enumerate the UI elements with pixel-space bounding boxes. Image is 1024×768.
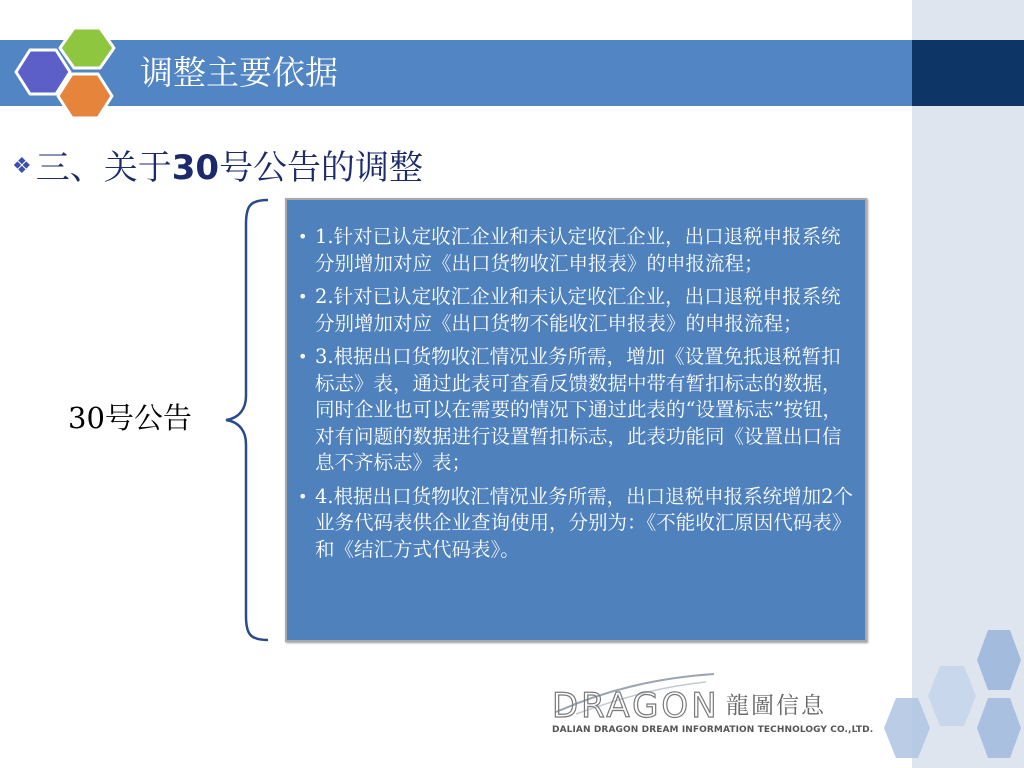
list-item — [297, 344, 855, 477]
section-heading — [12, 142, 423, 193]
section-heading-prefix: 三、关于 — [35, 148, 172, 188]
footer-company-en: DALIAN DRAGON DREAM INFORMATION TECHNOLOGY CO.,LTD. — [552, 725, 874, 735]
list-item-text: 1.针对已认定收汇企业和未认定收汇企业，出口退税申报系统分别增加对应《出口货物收汇申报表》的申报流程； — [315, 225, 841, 275]
side-label: 30号公告 — [68, 401, 192, 435]
bullet-dot-icon: • — [298, 347, 308, 366]
footer-brand-logo: DRAGON — [552, 686, 720, 726]
list-item — [297, 224, 855, 277]
bullet-dot-icon: • — [298, 486, 308, 506]
decorative-hexagons-icon — [860, 626, 1024, 768]
list-item — [297, 484, 855, 564]
content-list — [287, 200, 865, 563]
hexagon-logo-icon — [0, 0, 130, 130]
curly-brace-icon — [220, 196, 280, 646]
section-heading-suffix: 号公告的调整 — [219, 148, 424, 188]
section-heading-number: 30 — [171, 148, 220, 188]
list-item-text: 3.根据出口货物收汇情况业务所需，增加《设置免抵退税暂扣标志》表，通过此表可查看反馈数据中带有暂扣标志的数据，同时企业也可以在需要的情况下通过此表的“设置标志”按钮，对有问题的数据进行设置暂扣标志，此表功能同《设置出口信息不齐标志》表； — [315, 345, 842, 474]
list-item-text: 2.针对已认定收汇企业和未认定收汇企业，出口退税申报系统分别增加对应《出口货物不能收汇申报表》的申报流程； — [315, 285, 841, 335]
footer-company-cn: 龍圖信息 — [726, 693, 826, 719]
header-title: 调整主要依据 — [140, 53, 338, 92]
content-box — [285, 198, 867, 642]
header-dark-block — [912, 40, 1024, 106]
orange-hexagon-icon — [58, 74, 112, 118]
bullet-dot-icon: • — [298, 287, 308, 306]
green-hexagon-icon — [60, 28, 114, 68]
header-bar — [0, 40, 912, 106]
diamond-bullet-icon: ❖ — [12, 154, 32, 179]
list-item — [297, 284, 855, 337]
bullet-dot-icon: • — [298, 227, 308, 246]
list-item-text: 4.根据出口货物收汇情况业务所需，出口退税申报系统增加2个业务代码表供企业查询使用，分别为：《不能收汇原因代码表》和《结汇方式代码表》。 — [315, 484, 854, 561]
